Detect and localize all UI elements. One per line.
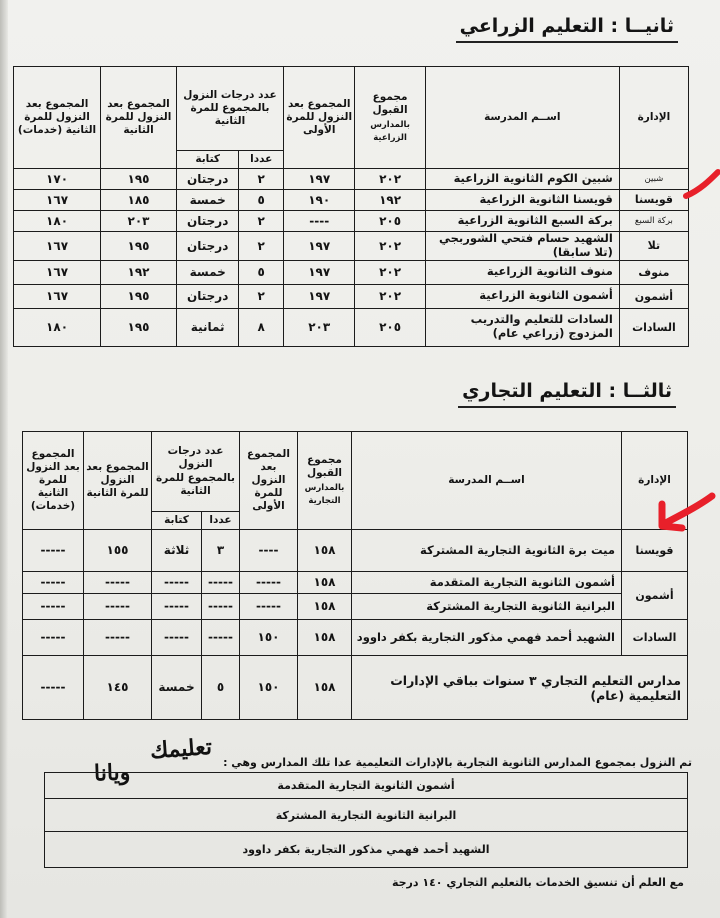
header-total-second-drop-services: المجموع بعد النزول للمرة الثانية (خدمات) <box>14 67 101 169</box>
handwriting-line-1: تعليمك <box>149 733 213 765</box>
table-row: شبين شبين الكوم الثانوية الزراعية ٢٠٢ ١٩٧ ٢ درجتان ١٩٥ ١٧٠ <box>14 169 689 190</box>
commercial-section-title: ثالثــا : التعليم التجاري <box>458 378 676 408</box>
header-degrees-text: كتابة <box>176 151 238 169</box>
header-total-second-drop: المجموع بعد النزول للمرة الثانية <box>84 432 152 530</box>
table-row: أشمون أشمون الثانوية التجارية المتقدمة ١٥٨ ----- ----- ----- ----- ----- <box>23 572 688 594</box>
list-item: الشهيد أحمد فهمي مذكور التجارية بكفر داوود <box>45 832 688 868</box>
admin-ashmoun: أشمون <box>622 572 688 620</box>
agricultural-section-title: ثانيــا : التعليم الزراعي <box>456 13 678 43</box>
table-row: مدارس التعليم التجاري ٣ سنوات بباقي الإدارات التعليمية (عام) ١٥٨ ١٥٠ ٥ خمسة ١٤٥ ----- <box>23 656 688 720</box>
agricultural-table <box>13 66 689 347</box>
header-total-first-drop: المجموع بعد النزول للمرة الأولى <box>240 432 298 530</box>
table-row: تلا الشهيد حسام فتحي الشوربجي (تلا سابقا) ٢٠٢ ١٩٧ ٢ درجتان ١٩٥ ١٦٧ <box>14 232 689 261</box>
table-row: قويسنا قويسنا الثانوية الزراعية ١٩٢ ١٩٠ ٥ خمسة ١٨٥ ١٦٧ <box>14 190 689 211</box>
header-admission-total: مجموع القبول بالمدارس التجارية <box>298 432 352 530</box>
exception-note: تم النزول بمجموع المدارس الثانوية التجارية بالإدارات التعليمية عدا تلك المدارس وهي : <box>223 756 692 769</box>
table-row: بركة السبع بركة السبع الثانوية الزراعية ٢٠٥ ---- ٢ درجتان ٢٠٣ ١٨٠ <box>14 211 689 232</box>
page-edge-shadow <box>0 0 8 918</box>
table-row: قويسنا ميت برة الثانوية التجارية المشتركة ١٥٨ ---- ٣ ثلاثة ١٥٥ ----- <box>23 530 688 572</box>
table-row: السادات السادات للتعليم والتدريب المزدوج (زراعي عام) ٢٠٥ ٢٠٣ ٨ ثمانية ١٩٥ ١٨٠ <box>14 308 689 346</box>
header-total-first-drop: المجموع بعد النزول للمرة الأولى <box>284 67 355 169</box>
admin-quesna: قويسنا <box>622 530 688 572</box>
header-degrees-number: عددا <box>202 512 240 530</box>
table-row: منوف منوف الثانوية الزراعية ٢٠٢ ١٩٧ ٥ خمسة ١٩٢ ١٦٧ <box>14 260 689 284</box>
table-row: أشمون أشمون الثانوية الزراعية ٢٠٢ ١٩٧ ٢ درجتان ١٩٥ ١٦٧ <box>14 284 689 308</box>
header-degrees-number: عددا <box>239 151 284 169</box>
header-degrees-text: كتابة <box>152 512 202 530</box>
table-row: البرانية الثانوية التجارية المشتركة ١٥٨ ----- ----- ----- ----- ----- <box>23 594 688 620</box>
excluded-schools-list <box>44 772 688 868</box>
header-administration: الإدارة <box>619 67 688 169</box>
list-item: أشمون الثانوية التجارية المتقدمة <box>45 773 688 799</box>
header-total-second-drop-services: المجموع بعد النزول للمرة الثانية (خدمات) <box>23 432 84 530</box>
list-item: البرانية الثانوية التجارية المشتركة <box>45 799 688 832</box>
header-degrees-group: عدد درجات النزول بالمجموع للمرة الثانية <box>176 67 283 151</box>
header-school: اســم المدرسة <box>425 67 619 169</box>
red-arrow-icon <box>680 168 720 204</box>
red-arrow-icon <box>652 486 718 536</box>
header-administration: الإدارة <box>622 432 688 530</box>
handwriting-line-2: ويانا <box>93 759 131 787</box>
admin-sadat: السادات <box>622 620 688 656</box>
commercial-table <box>22 431 688 720</box>
header-degrees-group: عدد درجات النزول بالمجموع للمرة الثانية <box>152 432 240 512</box>
header-admission-total: مجموع القبول بالمدارس الزراعية <box>355 67 425 169</box>
header-school: اســم المدرسة <box>352 432 622 530</box>
table-row: السادات الشهيد أحمد فهمي مذكور التجارية بكفر داوود ١٥٨ ١٥٠ ----- ----- ----- ----- <box>23 620 688 656</box>
header-total-second-drop: المجموع بعد النزول للمرة الثانية <box>101 67 177 169</box>
services-footnote: مع العلم أن تنسيق الخدمات بالتعليم التجاري ١٤٠ درجة <box>391 876 684 889</box>
